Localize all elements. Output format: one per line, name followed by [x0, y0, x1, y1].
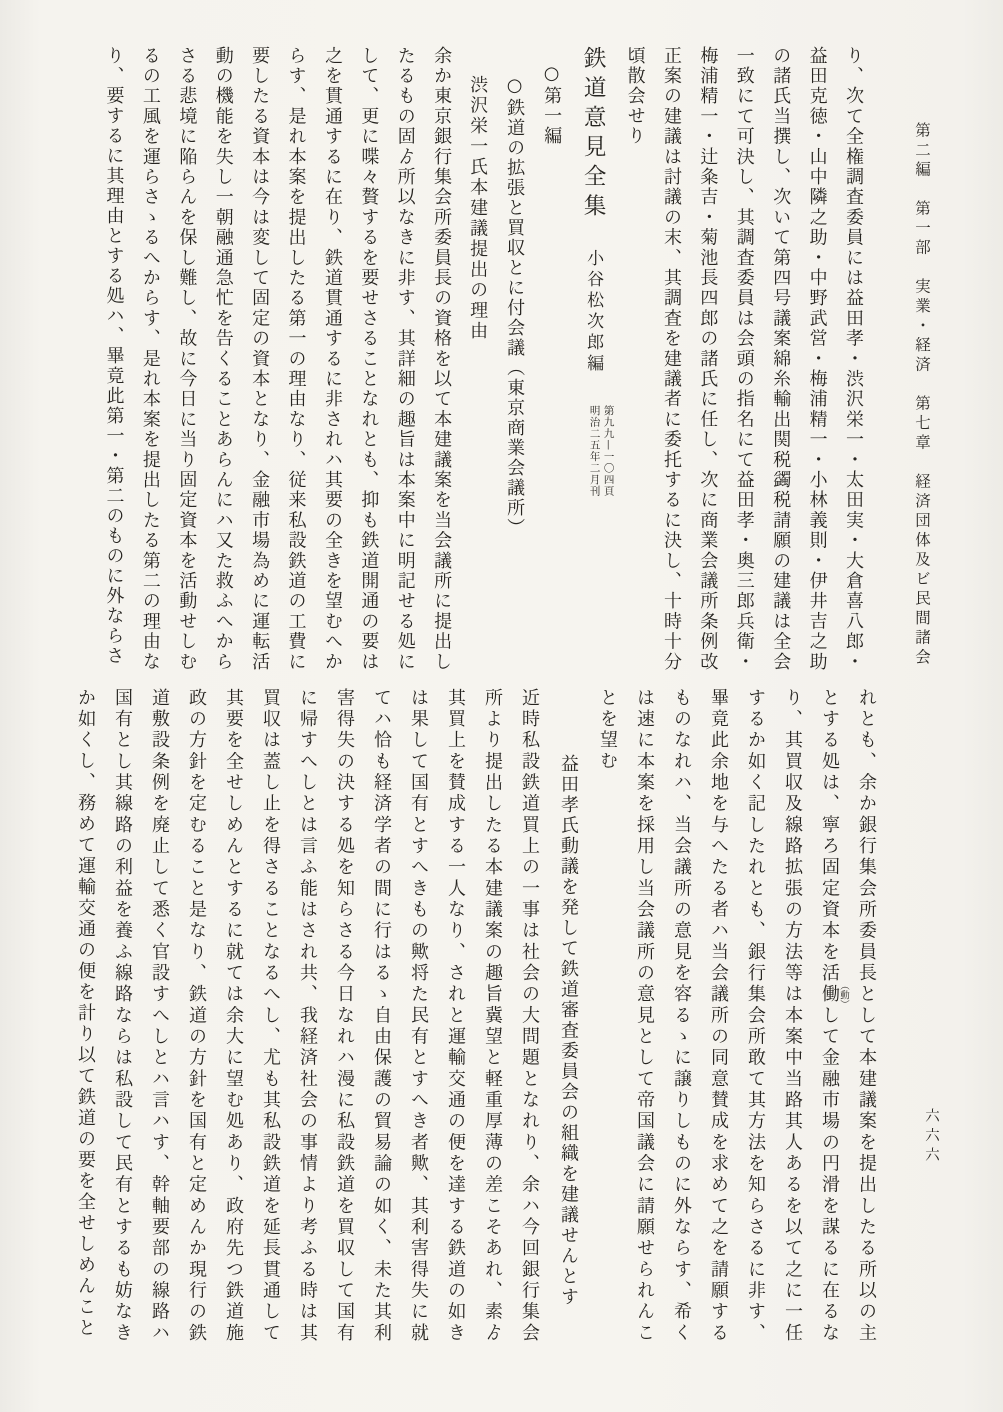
publication-pages: 第九九—一〇四頁 [602, 405, 615, 497]
work-editor: 小谷松次郎編 [583, 249, 604, 375]
top-text-band [71, 46, 871, 672]
running-head: 第二編 第一部 実業・経済 第七章 経済団体及ビ民間諸会 [913, 122, 931, 668]
work-title: 鉄道意見全集 [580, 46, 607, 223]
publication-date: 明治二五年二月刊 [588, 405, 601, 497]
paragraph-masuda-statement: 近時私設鉄道買上の一事は社会の大問題となれり、余ハ今回銀行集会所より提出したる本建議案の趣旨冀望と軽重厚薄の差こそあれ、素ゟ其買上を賛成する一人なり、されと運輸交通の便を達する鉄道の如きは果して国有とすへきもの歟将た民有とすへき者歟、其利害得失に就てハ恰も経済学者の間に行はるゝ自由保護の貿易論の如く、未た其利害得失の決する処を知らさる今日なれハ漫に私設鉄道を買収して国有に帰すへしとは言ふ能はされ共、我経済社会の事情より考ふる時は其買収は蓋し止を得さることなるへし、尤も其私設鉄道を延長貫通して其要を全せしめんとするに就ては余大に望む処あり、政府先つ鉄道施政の方針を定むること是なり、鉄道の方針を国有と定めんか現行の鉄道敷設条例を廃止して悉く官設すへしとハ言ハす、幹軸要部の線路ハ国有とし其線路の利益を養ふ線路ならは私設して民有とするも妨なきか如くし、務めて運輸交通の便を計り以て鉄道の要を全せしめんこと [75, 688, 540, 1344]
section-heading: ○第一編 [541, 63, 563, 146]
gloss-annotation: （動） [838, 980, 849, 1010]
speaker-heading-masuda: 益田孝氏動議を発して鉄道審査委員会の組織を建議せんとす [558, 754, 579, 1308]
paragraph-previous-article-end: り、次て全権調査委員には益田孝・渋沢栄一・太田実・大倉喜八郎・益田克徳・山中隣之助・中野武営・梅浦精一・小林義則・伊井吉之助の諸氏当撰し、次いて第四号議案綿糸輸出関税蠲税請願の建議は全会一致にて可決し、其調査委員は会頭の指名にて益田孝・奥三郎兵衛・梅浦精一・辻粂吉・菊池長四郎の諸氏に任し、次に商業会議所条例改正案の建議は討議の末、其調査を建議者に委托するに決し、十時十分頃散会せり [624, 46, 864, 672]
paragraph-shibusawa-statement: 余か東京銀行集会所委員長の資格を以て本建議案を当会議所に提出したるもの固ゟ所以なきに非す、其詳細の趣旨は本案中に明記せる処にして、更に喋々贅するを要せさることなれとも、抑も鉄道開通の要は之を貫通するに在り、鉄道貫通するに非されハ其要の全きを望むへからす、是れ本案を提出したる第一の理由なり、従来私設鉄道の工費に要したる資本は今は変して固定の資本となり、金融市場為めに運転活動の機能を失し一朝融通急忙を告くることあらんにハ又た救ふへからさる悲境に陥らんを保し難し、故に今日に当り固定資本を活動せしむるの工風を運らさゝるへからす、是れ本案を提出したる第二の理由なり、要するに其理由とする処ハ、畢竟此第一・第二のものに外ならさ [103, 46, 453, 673]
meeting-heading: ○鉄道の拡張と買収とに付会議（東京商業会議所） [504, 75, 526, 538]
speaker-heading-shibusawa: 渋沢栄一氏本建議提出の理由 [467, 75, 489, 342]
corrected-character-with-gloss [819, 980, 849, 1010]
continuation-text-before-gloss: れとも、余か銀行集会所委員長として本建議案を提出したる所以の主とする処は、寧ろ固定資本を活 [819, 688, 877, 1344]
publication-note [588, 405, 616, 497]
continuation-text-after-gloss: して金融市場の円滑を謀るに在るなり、其買収及線路拡張の方法等は本案中当路其人あるを以て之に一任するか如く記したれとも、銀行集会所敢て其方法を知らさるに非す、畢竟此余地を与へたる者ハ当会議所の同意賛成を求めて之を請願するものなれハ、当会議所の意見を容るゝに譲りしものに外ならす、希くは速に本案を採用し当会議所の意見として帝国議会に請願せられんことを望む [597, 688, 840, 1345]
article-title-column [570, 46, 616, 672]
paragraph-shibusawa-statement-continued [589, 688, 885, 1344]
bottom-text-band [75, 688, 885, 1345]
page-number: 六六六 [923, 1108, 939, 1167]
gloss-base-character: 働 [819, 980, 840, 1010]
